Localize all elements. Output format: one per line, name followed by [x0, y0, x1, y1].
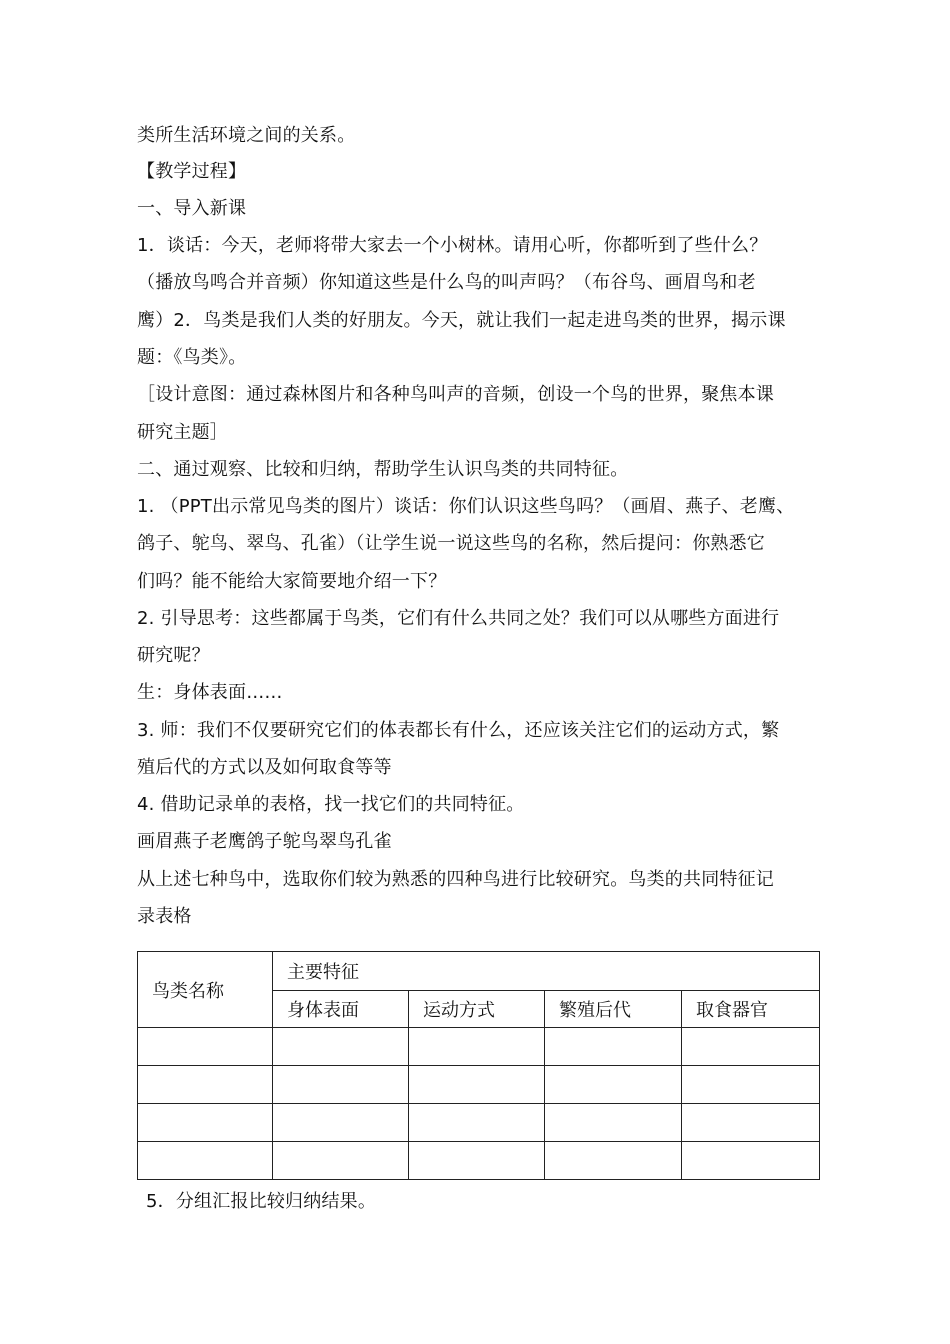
table-cell [409, 1104, 545, 1142]
table-row [138, 1104, 820, 1142]
text-line: 4. 借助记录单的表格，找一找它们的共同特征。 [137, 794, 525, 815]
table-cell [273, 1142, 409, 1180]
text-line: 类所生活环境之间的关系。 [137, 125, 356, 146]
text-line: 1. （PPT出示常见鸟类的图片）谈话：你们认识这些鸟吗？（画眉、燕子、老鹰、 [137, 496, 795, 517]
table-header-body-surface: 身体表面 [273, 991, 409, 1028]
table-cell [409, 1028, 545, 1066]
table-header-movement: 运动方式 [409, 991, 545, 1028]
text-line: 从上述七种鸟中，选取你们较为熟悉的四种鸟进行比较研究。鸟类的共同特征记 [137, 869, 774, 890]
text-line: ［设计意图：通过森林图片和各种鸟叫声的音频，创设一个鸟的世界，聚焦本课 [137, 384, 774, 405]
table-cell [545, 1028, 682, 1066]
table-header-bird-name: 鸟类名称 [138, 952, 273, 1028]
table-cell [138, 1142, 273, 1180]
bird-features-table [137, 951, 820, 1180]
table-header-reproduction: 繁殖后代 [545, 991, 682, 1028]
table-cell [138, 1066, 273, 1104]
text-line: 鹰）2．鸟类是我们人类的好朋友。今天，就让我们一起走进鸟类的世界，揭示课 [137, 310, 786, 331]
text-line: 1．谈话：今天，老师将带大家去一个小树林。请用心听，你都听到了些什么？ [137, 235, 768, 256]
text-line: 鸽子、鸵鸟、翠鸟、孔雀）（让学生说一说这些鸟的名称，然后提问：你熟悉它 [137, 533, 765, 554]
table-cell [273, 1104, 409, 1142]
table-row [138, 1066, 820, 1104]
text-line: 们吗？能不能给大家简要地介绍一下？ [137, 571, 447, 592]
table-row [138, 1028, 820, 1066]
text-line: 2. 引导思考：这些都属于鸟类，它们有什么共同之处？我们可以从哪些方面进行 [137, 608, 780, 629]
table-cell [409, 1142, 545, 1180]
table-cell [545, 1104, 682, 1142]
table-cell [682, 1028, 820, 1066]
text-line: （播放鸟鸣合并音频）你知道这些是什么鸟的叫声吗？（布谷鸟、画眉鸟和老 [137, 272, 756, 293]
text-line: 3. 师：我们不仅要研究它们的体表都长有什么，还应该关注它们的运动方式，繁 [137, 720, 780, 741]
table-cell [682, 1142, 820, 1180]
text-line: 录表格 [137, 906, 192, 927]
text-line: 殖后代的方式以及如何取食等等 [137, 757, 392, 778]
table-cell [545, 1142, 682, 1180]
table-header-main-features: 主要特征 [273, 952, 820, 991]
table-cell [273, 1066, 409, 1104]
text-line: 5．分组汇报比较归纳结果。 [146, 1191, 377, 1212]
table-cell [409, 1066, 545, 1104]
table-cell [138, 1104, 273, 1142]
text-line: 研究呢？ [137, 645, 210, 666]
table-cell [138, 1028, 273, 1066]
table-header-feeding-organ: 取食器官 [682, 991, 820, 1028]
table-row [138, 1142, 820, 1180]
text-line: 画眉燕子老鹰鸽子鸵鸟翠鸟孔雀 [137, 831, 392, 852]
table-cell [682, 1066, 820, 1104]
text-line: 研究主题］ [137, 422, 228, 443]
table-cell [682, 1104, 820, 1142]
table-cell [545, 1066, 682, 1104]
text-line: 生：身体表面…… [137, 682, 283, 703]
table-cell [273, 1028, 409, 1066]
section-heading: 【教学过程】 [137, 161, 247, 182]
section-heading: 一、导入新课 [137, 198, 247, 219]
text-line: 题：《鸟类》。 [137, 347, 247, 368]
section-heading: 二、通过观察、比较和归纳，帮助学生认识鸟类的共同特征。 [137, 459, 629, 480]
